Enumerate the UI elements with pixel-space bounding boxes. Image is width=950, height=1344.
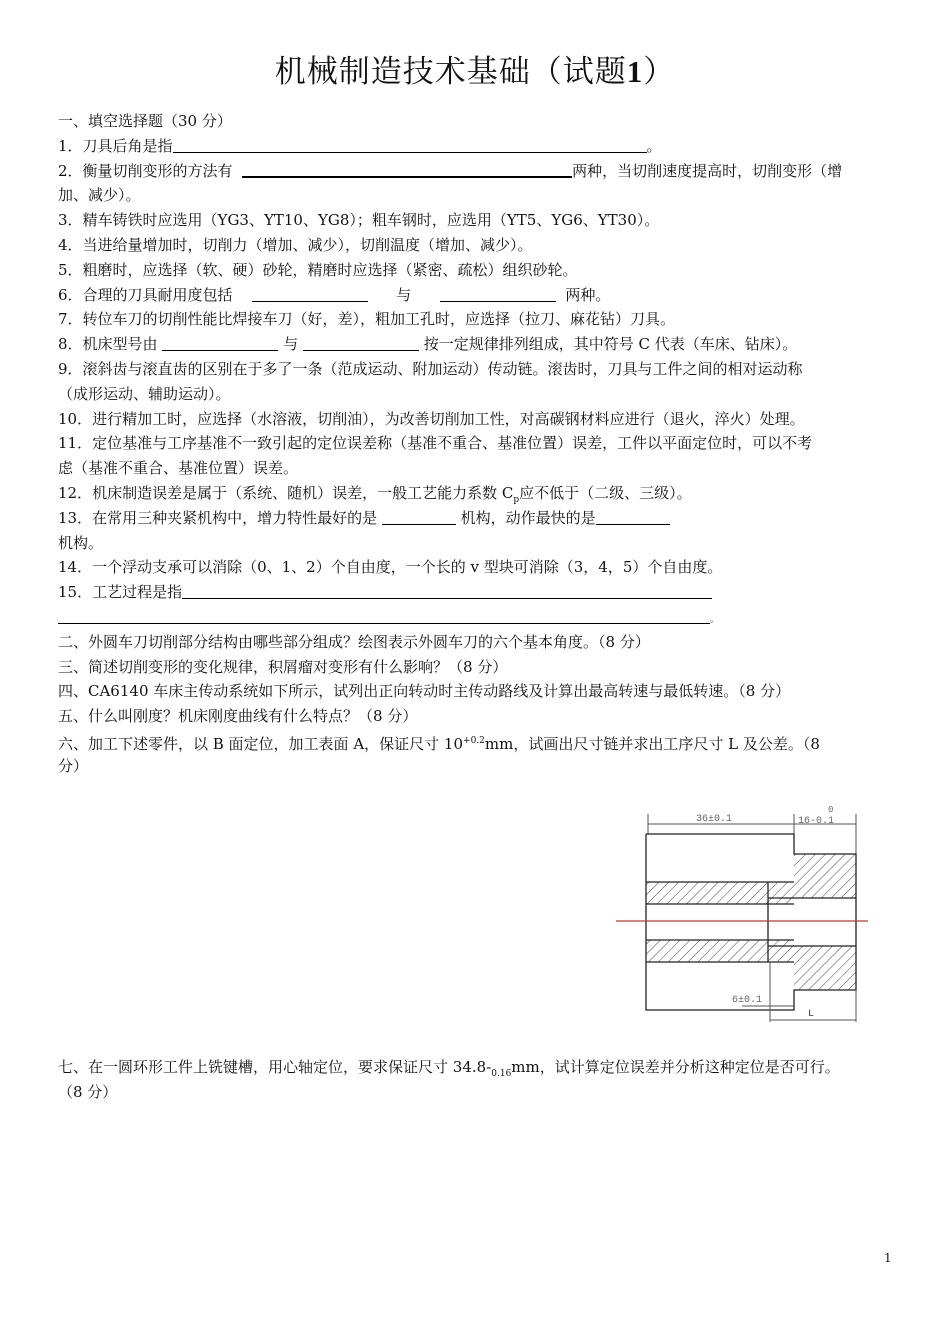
question-4: 4．当进给量增加时，切削力（增加、减少），切削温度（增加、减少）。 <box>58 235 533 254</box>
answer-blank[interactable] <box>596 509 670 525</box>
question-7: 7．转位车刀的切削性能比焊接车刀（好，差），粗加工孔时，应选择（拉刀、麻花钻）刀具。 <box>58 310 676 329</box>
question-12: 12．机床制造误差是属于（系统、随机）误差，一般工艺能力系数 $C_p$应不低于（二级、三级）。 <box>58 483 692 505</box>
answer-blank[interactable] <box>252 286 368 302</box>
answer-blank[interactable] <box>162 335 278 351</box>
question-15: 15．工艺过程是指 <box>58 580 896 605</box>
exam-body <box>58 109 896 779</box>
answer-blank[interactable] <box>173 137 647 153</box>
question-2: 2．衡量切削变形的方法有 两种，当切削速度提高时，切削变形（增 <box>58 161 843 180</box>
question-5: 5．粗磨时，应选择（软、硬）砂轮，精磨时应选择（紧密、疏松）组织砂轮。 <box>58 260 578 279</box>
answer-blank[interactable] <box>242 161 572 178</box>
answer-blank[interactable] <box>182 583 712 599</box>
question-15-cont: 。 <box>58 605 896 630</box>
answer-blank[interactable] <box>382 509 456 525</box>
question-11-cont: 虑（基准不重合、基准位置）误差。 <box>58 459 299 478</box>
section-2: 二、外圆车刀切削部分结构由哪些部分组成？绘图表示外圆车刀的六个基本角度。（8 分） <box>58 632 650 651</box>
question-6: 6．合理的刀具耐用度包括 与 两种。 <box>58 285 611 304</box>
page-title: 机械制造技术基础（试题1） <box>274 54 676 90</box>
section-6-cont: 分） <box>58 756 89 775</box>
dim-16: 16-0.1 <box>798 816 835 827</box>
dim-36: 36±0.1 <box>696 814 733 825</box>
section-5: 五、什么叫刚度？机床刚度曲线有什么特点？（8 分） <box>58 707 418 726</box>
question-3: 3．精车铸铁时应选用（YG3、YT10、YG8）；粗车钢时，应选用（YT5、YG6、YT30）。 <box>58 211 660 230</box>
answer-blank[interactable] <box>303 335 419 351</box>
question-11: 11．定位基准与工序基准不一致引起的定位误差称（基准不重合、基准位置）误差，工件以平面定位时，可以不考 <box>58 434 813 453</box>
dim-16-sup: 0 <box>828 805 834 815</box>
question-8: 8．机床型号由 与 按一定规律排列组成，其中符号 C 代表（车床、钻床）。 <box>58 335 798 354</box>
section-4: 四、CA6140 车床主传动系统如下所示，试列出正向转动时主传动路线及计算出最高转速与最低转速。（8 分） <box>58 682 791 701</box>
hatched-flange-top <box>794 854 856 898</box>
section-7: 七、在一圆环形工件上铣键槽，用心轴定位，要求保证尺寸 $34.8-_{0.16}mm$，试计算定位误差并分析这种定位是否可行。 （8 分） <box>58 1055 896 1105</box>
question-9: 9．滚斜齿与滚直齿的区别在于多了一条（范成运动、附加运动）传动链。滚齿时，刀具与工件之间的相对运动称 <box>58 359 803 378</box>
section-1-heading: 一、填空选择题（30 分） <box>58 112 232 130</box>
section-3: 三、简述切削变形的变化规律，积屑瘤对变形有什么影响？（8 分） <box>58 657 508 676</box>
question-2-cont: 加、减少）。 <box>58 186 141 205</box>
section-6: 六、加工下述零件，以 B 面定位，加工表面 A，保证尺寸 $10^{+0.2}mm$，试画出尺寸链并求出工序尺寸 L 及公差。（8 <box>58 734 820 753</box>
question-14: 14．一个浮动支承可以消除（0、1、2）个自由度，一个长的 v 型块可消除（3，4，5）个自由度。 <box>58 558 723 577</box>
question-10: 10．进行精加工时，应选择（水溶液，切削油），为改善切削加工性，对高碳钢材料应进行（退火，淬火）处理。 <box>58 409 805 428</box>
answer-blank[interactable] <box>440 286 556 302</box>
section-7-cont: （8 分） <box>58 1082 118 1101</box>
dim-6: 6±0.1 <box>732 995 763 1006</box>
page-number: 1 <box>884 1251 892 1265</box>
question-13-cont: 机构。 <box>58 533 104 552</box>
part-drawing <box>612 800 872 1030</box>
question-9-cont: （成形运动、辅助运动）。 <box>58 384 231 403</box>
question-1: 1．刀具后角是指 。 <box>58 136 662 155</box>
hatched-flange-bottom <box>794 946 856 990</box>
question-13: 13．在常用三种夹紧机构中，增力特性最好的是 机构，动作最快的是 <box>58 506 896 531</box>
answer-blank[interactable] <box>58 608 710 624</box>
dim-L: L <box>808 1009 815 1020</box>
